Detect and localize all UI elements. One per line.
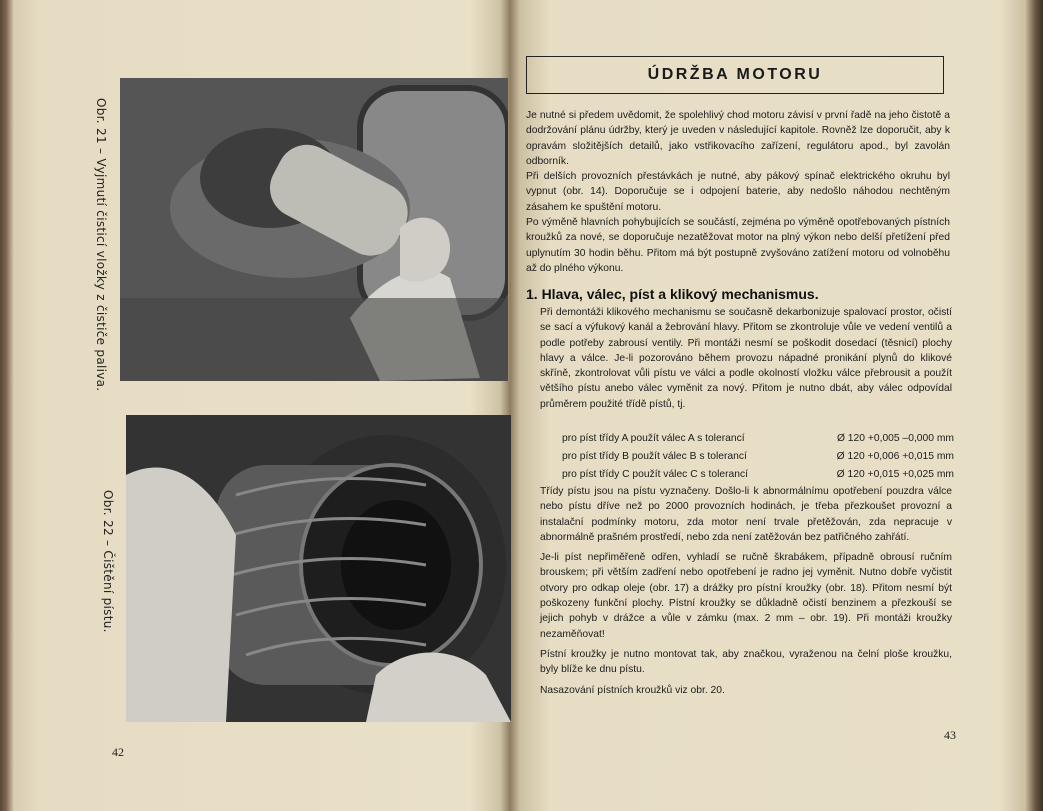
chapter-header (526, 56, 944, 94)
tolerance-label: pro píst třídy A použít válec A s tolerancí (562, 433, 745, 444)
photo-fuel-filter-insert-removal (120, 78, 508, 381)
body-paragraph: Je-li píst nepřiměřeně odřen, vyhladí se ručně škrabákem, případně obrousí ručním brouskem; při větším zadření nebo opotřebení je radno jej vyměnit. Nutno dobře vyčistit otvory pro odkap oleje (obr. 17) a drážky pro pístní kroužky (obr. 18). Přitom nesmí být poškozeny funkční plochy. Pístní kroužky se důkladně očistí benzinem a přezkouší se jejich pohyb v drážce a vůle v zámku (max. 2 mm – obr. 19). Při montáži kroužky nezaměňovat! (540, 552, 952, 640)
intro-paragraph: Po výměně hlavních pohybujících se součástí, zejména po výměně opotřebovaných pístních kroužků za nové, se doporučuje nezatěžovat motor na plný výkon nebo delší přetížení před uplynutím 30 hodin běhu. Přitom má být postupně zvyšováno zatížení motoru od volnoběhu až do plného výkonu. (526, 217, 950, 274)
tolerance-value: Ø 120 +0,005 –0,000 mm (836, 433, 954, 444)
page-number-left: 42 (112, 745, 124, 759)
tolerance-row (562, 448, 954, 466)
tolerance-label: pro píst třídy B použít válec B s tolerancí (562, 451, 747, 462)
intro-paragraph: Je nutné si předem uvědomit, že spolehlivý chod motoru závisí v první řadě na jeho čistotě a dodržování plánu údržby, který je uveden v následující kapitole. Rovněž lze doporučit, aby k opravám složitějších detailů, jako vstřikovacího zařízení, regulátoru apod., byl zavolán odborník. (526, 110, 950, 167)
tolerance-value: Ø 120 +0,015 +0,025 mm (836, 469, 954, 480)
photo-piston-cleaning (126, 415, 511, 722)
tolerance-row (562, 430, 954, 448)
tolerance-value: Ø 120 +0,006 +0,015 mm (836, 451, 954, 462)
section-paragraph: Při demontáži klikového mechanismu se současně dekarbonizuje spalovací prostor, očistí se sací a výfukový kanál a žebrování hlavy. Přitom se zkontroluje vůle ve vedení ventilů a podle potřeby zabrousí ventily. Při montáži nesmí se poškodit dosedací (těsnicí) plochy hlavy a válce. Je-li pozorováno během provozu nápadné pronikání plynů do klikové skříně, zkontrolovat vůli pístu ve válci a podle okolností vložku válce přebrousit a použít většího pístu anebo válec vyměnit za nový. Přitom je nutno dbát, aby válec odpovídal průměrem použité třídě pístů, tj. (540, 307, 952, 410)
tolerance-label: pro píst třídy C použít válec C s tolerancí (562, 469, 748, 480)
tolerance-table (562, 430, 954, 484)
intro-paragraph: Při delších provozních přestávkách je nutné, aby pákový spínač elektrického okruhu byl vypnut (obr. 14). Doporučuje se i odpojení baterie, aby nedošlo náhodou nechtěným zásahem ke spuštění motoru. (526, 171, 950, 213)
chapter-title: ÚDRŽBA MOTORU (647, 66, 823, 83)
caption-figure-21: Obr. 21 – Vyjmutí čisticí vložky z čističe paliva. (94, 98, 108, 392)
tolerance-row (562, 466, 954, 484)
intro-text (526, 108, 950, 276)
body-paragraph: Třídy pístu jsou na pístu vyznačeny. Došlo-li k abnormálnímu opotřebení pouzdra válce nebo pístu dříve než po 2000 provozních hodinách, je třeba přezkoušet provozní a instalační podmínky motoru, zda motor není trvale přetěžován, zda nepracuje v abnormálně prašném prostředí, nebo zda není zatěžován bez patřičného zahřátí. (540, 486, 952, 543)
page-number-right: 43 (944, 728, 956, 742)
caption-figure-22: Obr. 22 – Čištění pístu. (101, 490, 115, 633)
body-paragraph: Nasazování pístních kroužků viz obr. 20. (540, 684, 725, 696)
section-body (540, 305, 952, 412)
section-heading: 1. Hlava, válec, píst a klikový mechanismus. (526, 286, 819, 302)
body-paragraph: Pístní kroužky je nutno montovat tak, aby značkou, vyraženou na čelní ploše kroužku, byly blíže ke dnu pístu. (540, 648, 952, 676)
after-table-text (540, 484, 952, 703)
left-page (0, 0, 512, 811)
